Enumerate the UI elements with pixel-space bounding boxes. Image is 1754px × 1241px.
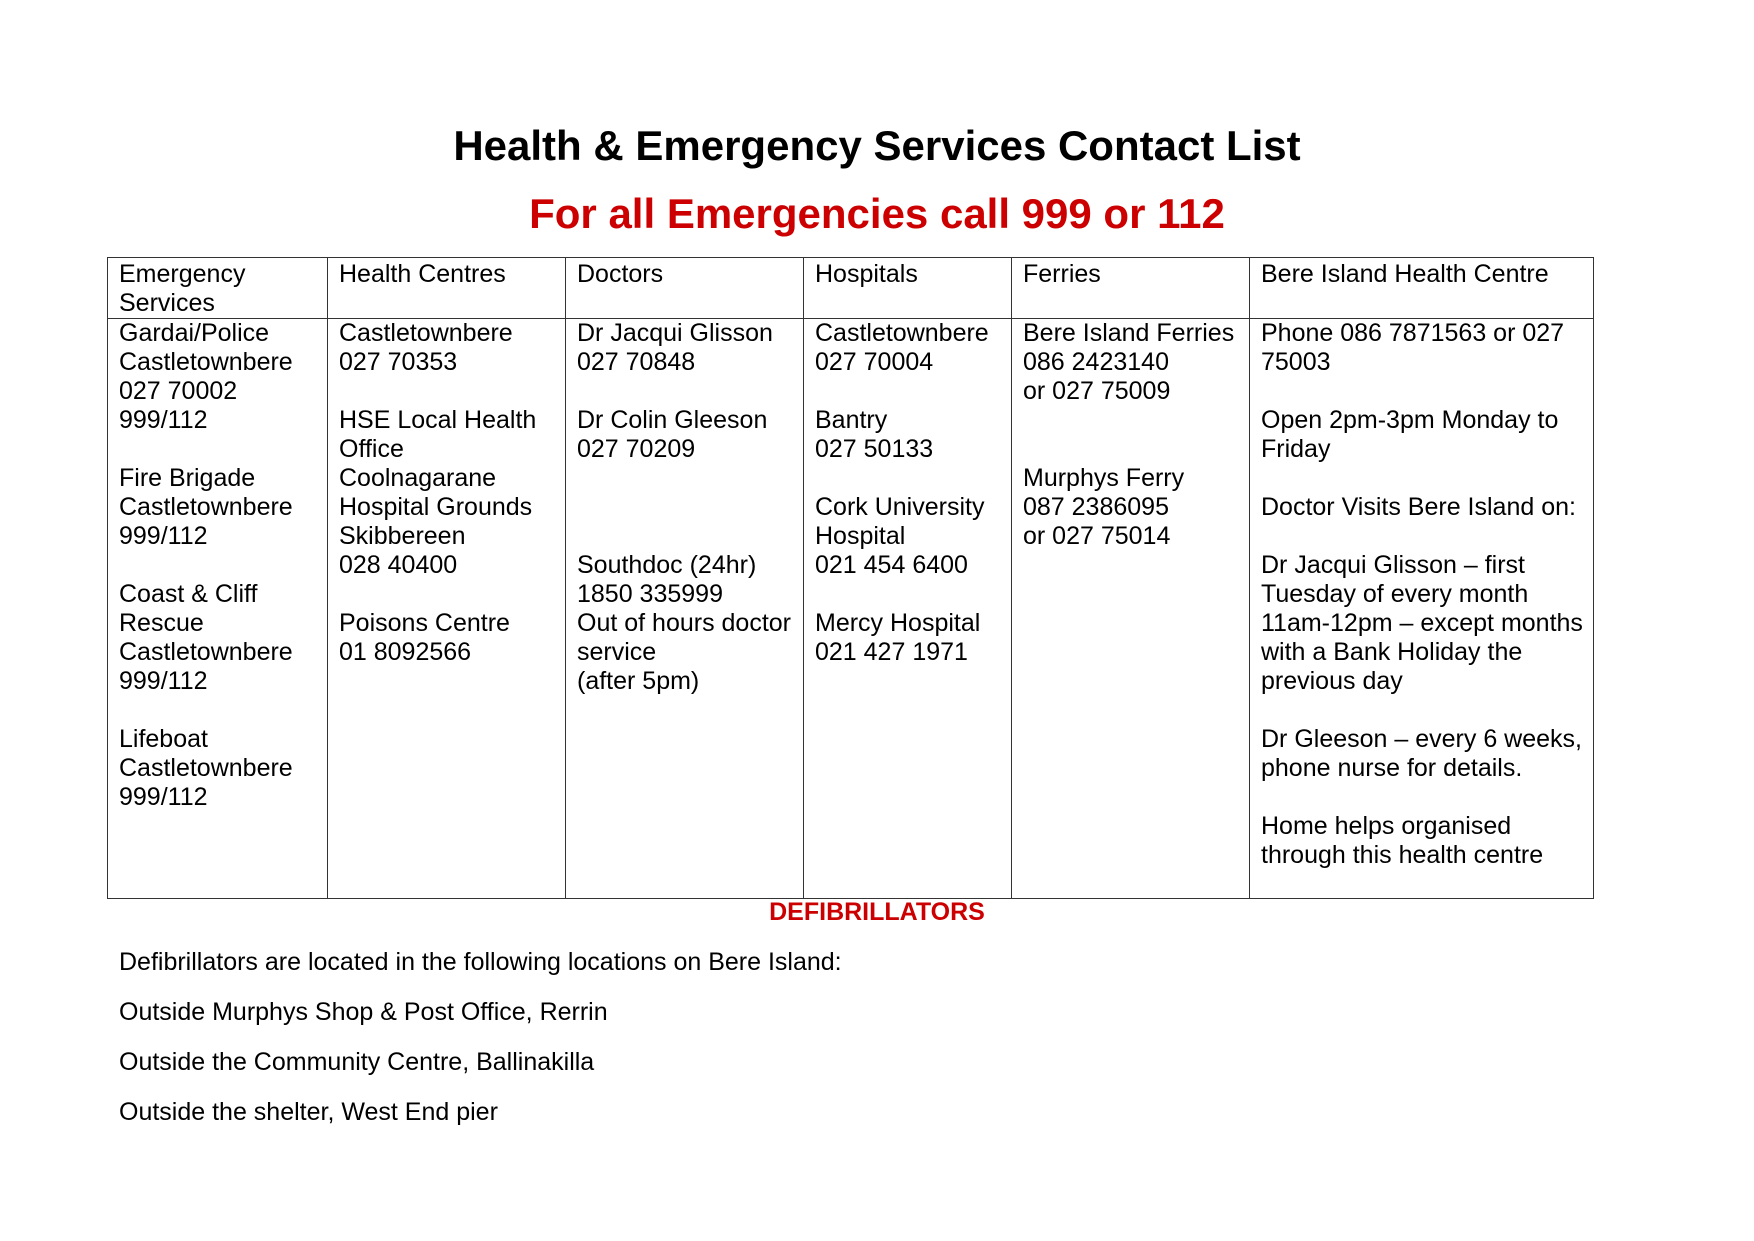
header-ferries: Ferries <box>1012 258 1250 319</box>
cell-ferries: Bere Island Ferries 086 2423140 or 027 75009 Murphys Ferry 087 2386095 or 027 75014 <box>1012 319 1250 899</box>
cell-bere-island-health-centre: Phone 086 7871563 or 027 75003 Open 2pm-3pm Monday to Friday Doctor Visits Bere Island on: Dr Jacqui Glisson – first Tuesday of every month 11am-12pm – except months with a Bank Holiday the previous day Dr Gleeson – every 6 weeks, phone nurse for details. Home helps organised through this health centre <box>1250 319 1594 899</box>
header-doctors: Doctors <box>566 258 804 319</box>
contact-table <box>107 257 1594 899</box>
defibrillator-location: Outside the shelter, West End pier <box>119 1098 498 1126</box>
defibrillators-intro: Defibrillators are located in the following locations on Bere Island: <box>119 948 842 976</box>
cell-hospitals: Castletownbere 027 70004 Bantry 027 50133 Cork University Hospital 021 454 6400 Mercy Hospital 021 427 1971 <box>804 319 1012 899</box>
header-hospitals: Hospitals <box>804 258 1012 319</box>
page-title: Health & Emergency Services Contact List <box>453 122 1301 169</box>
header-bere-island-health-centre: Bere Island Health Centre <box>1250 258 1594 319</box>
cell-emergency-services: Gardai/Police Castletownbere 027 70002 999/112 Fire Brigade Castletownbere 999/112 Coast & Cliff Rescue Castletownbere 999/112 Lifeboat Castletownbere 999/112 <box>108 319 328 899</box>
defibrillators-heading: DEFIBRILLATORS <box>769 898 985 926</box>
emergency-call-banner: For all Emergencies call 999 or 112 <box>529 190 1225 237</box>
header-health-centres: Health Centres <box>328 258 566 319</box>
table-header-row <box>108 258 1594 319</box>
cell-doctors: Dr Jacqui Glisson 027 70848 Dr Colin Gleeson 027 70209 Southdoc (24hr) 1850 335999 Out of hours doctor service (after 5pm) <box>566 319 804 899</box>
table-row <box>108 319 1594 899</box>
defibrillator-location: Outside Murphys Shop & Post Office, Rerrin <box>119 998 608 1026</box>
defibrillator-location: Outside the Community Centre, Ballinakilla <box>119 1048 595 1076</box>
cell-health-centres: Castletownbere 027 70353 HSE Local Health Office Coolnagarane Hospital Grounds Skibbereen 028 40400 Poisons Centre 01 8092566 <box>328 319 566 899</box>
header-emergency-services: Emergency Services <box>108 258 328 319</box>
